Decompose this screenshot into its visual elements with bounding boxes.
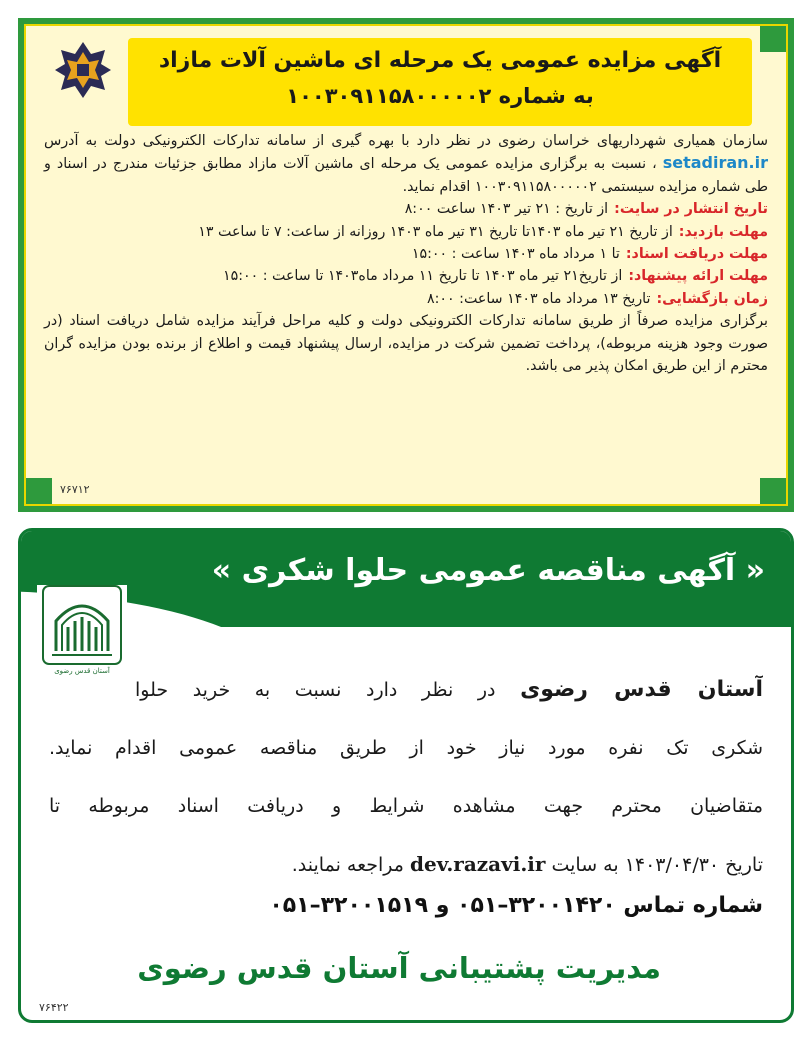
intro-paragraph xyxy=(44,130,768,198)
razavi-link[interactable]: dev.razavi.ir xyxy=(410,852,546,876)
schedule-row xyxy=(44,288,768,310)
corner-decoration xyxy=(26,478,52,504)
logo-caption: آستان قدس رضوی xyxy=(54,667,110,675)
setadiran-link[interactable]: setadiran.ir xyxy=(662,153,768,173)
shrine-emblem-icon xyxy=(42,585,122,665)
closing-paragraph: برگزاری مزایده صرفاً از طریق سامانه تدارکات الکترونیکی دولت و کلیه مراحل فرآیند مزایده شامل دریافت اسناد (در صورت وجود هزینه مربوطه)، پرداخت تضمین شرکت در مزایده، ارسال پیشنهاد قیمت و اطلاع از برنده بودن مزایده گران محترم از این طریق امکان پذیر می باشد. xyxy=(44,313,768,375)
schedule-value: از تاریخ۲۱ تیر ماه ۱۴۰۳ تا تاریخ ۱۱ مرداد ماه۱۴۰۳ تا ساعت : ۱۵:۰۰ xyxy=(222,268,623,285)
ad-number: به شماره ۱۰۰۳۰۹۱۱۵۸۰۰۰۰۰۲ xyxy=(286,84,594,108)
title-band xyxy=(128,38,752,126)
corner-decoration xyxy=(760,26,786,52)
schedule-value: تاریخ ۱۳ مرداد ماه ۱۴۰۳ ساعت: ۸:۰۰ xyxy=(427,290,651,307)
ad-body xyxy=(44,130,768,377)
corner-decoration xyxy=(760,478,786,504)
line4-text-cont: مراجعه نمایند. xyxy=(291,854,404,876)
ad-code: ۷۶۷۱۲ xyxy=(60,483,90,496)
body-line: متقاضیان محترم جهت مشاهده شرایط و دریافت اسناد مربوطه تا xyxy=(49,795,763,817)
tender-ad xyxy=(18,528,794,1023)
tender-header xyxy=(21,531,791,627)
ad-code: ۷۶۴۲۲ xyxy=(39,1001,69,1014)
schedule-label: تاریخ انتشار در سایت: xyxy=(614,201,768,218)
org-name: آستان قدس رضوی xyxy=(520,677,763,702)
schedule-value: از تاریخ : ۲۱ تیر ۱۴۰۳ ساعت ۸:۰۰ xyxy=(404,201,609,218)
intro-text: سازمان همیاری شهرداریهای خراسان رضوی در نظر دارد با بهره گیری از سامانه تدارکات الکترونیکی دولت به آدرس xyxy=(44,133,768,149)
auction-ad-panel xyxy=(24,24,788,506)
schedule-label: مهلت ارائه پیشنهاد: xyxy=(628,268,768,285)
schedule-label: زمان بازگشایی: xyxy=(656,290,768,307)
star-emblem-icon xyxy=(53,40,113,100)
schedule-value: از تاریخ ۲۱ تیر ماه ۱۴۰۳تا تاریخ ۳۱ تیر ماه ۱۴۰۳ روزانه از ساعت: ۷ تا ساعت ۱۳ xyxy=(198,223,673,240)
tender-body xyxy=(49,661,763,893)
tender-title: « آگهی مناقصه عمومی حلوا شکری » xyxy=(211,553,765,588)
intro-text-cont: ، نسبت به برگزاری مزایده عمومی یک مرحله ای ماشین آلات مازاد مطابق جزئیات مندرج در اسناد و طی شماره مزایده سیستمی ۱۰۰۳۰۹۱۱۵۸۰۰۰۰۰۲ اقدام نماید. xyxy=(44,156,768,195)
footer-organization: مدیریت پشتیبانی آستان قدس رضوی xyxy=(137,951,661,985)
ad-title: آگهی مزایده عمومی یک مرحله ای ماشین آلات مازاد xyxy=(158,48,722,73)
schedule-row xyxy=(44,221,768,243)
body-line: شکری تک نفره مورد نیاز خود از طریق مناقصه عمومی اقدام نماید. xyxy=(49,737,763,759)
auction-ad xyxy=(18,18,794,512)
body-line xyxy=(49,835,763,893)
line4-text: تاریخ ۱۴۰۳/۰۴/۳۰ به سایت xyxy=(551,854,763,876)
schedule-label: مهلت بازدید: xyxy=(678,223,768,240)
schedule-row xyxy=(44,243,768,265)
schedule-label: مهلت دریافت اسناد: xyxy=(625,246,768,263)
schedule-value: تا ۱ مرداد ماه ۱۴۰۳ ساعت : ۱۵:۰۰ xyxy=(411,246,620,263)
line1-text: در نظر دارد نسبت به خرید حلوا xyxy=(135,679,496,701)
body-line xyxy=(135,661,763,719)
schedule-row xyxy=(44,265,768,287)
schedule-row xyxy=(44,198,768,220)
municipality-cooperation-logo xyxy=(40,40,126,126)
contact-phone: شماره تماس ۳۲۰۰۱۴۲۰–۰۵۱ و ۳۲۰۰۱۵۱۹–۰۵۱ xyxy=(269,893,763,918)
